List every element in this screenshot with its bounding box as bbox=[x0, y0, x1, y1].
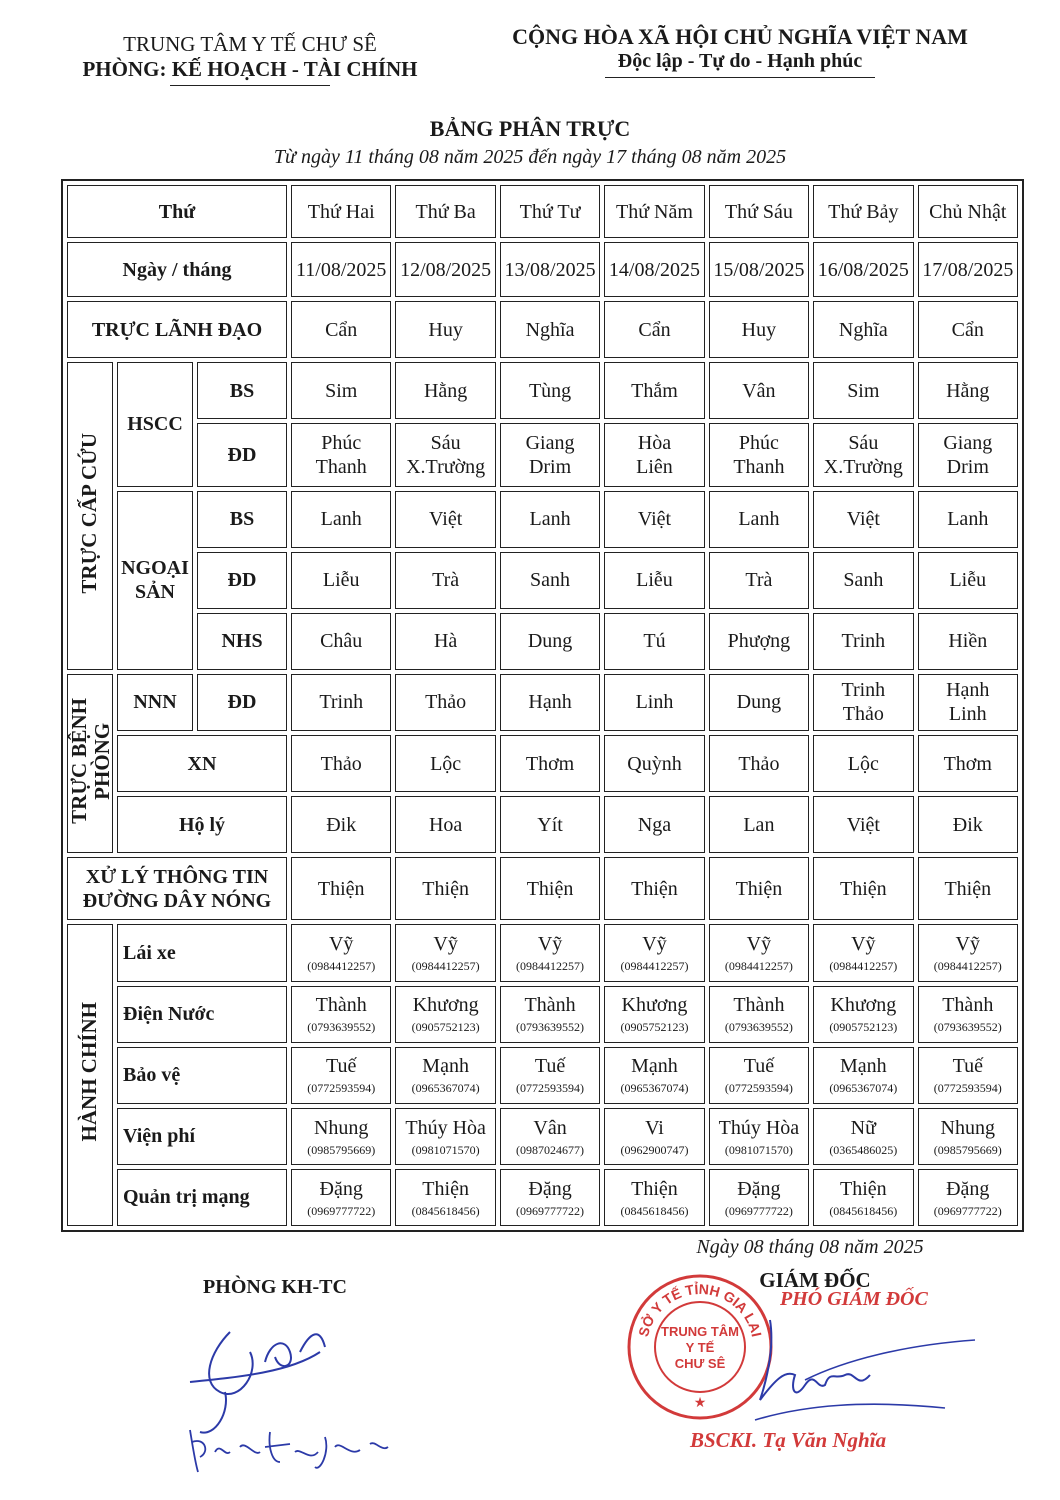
staff-phone: (0984412257) bbox=[307, 959, 376, 974]
staff-phone: (0793639552) bbox=[516, 1020, 585, 1035]
admin-cell bbox=[604, 986, 704, 1043]
admin-cell bbox=[291, 1047, 391, 1104]
ngoai-san-nhs-label: NHS bbox=[197, 613, 287, 670]
admin-cell bbox=[395, 986, 495, 1043]
date-cell: 11/08/2025 bbox=[291, 242, 391, 297]
department-name: PHÒNG: KẾ HOẠCH - TÀI CHÍNH bbox=[82, 57, 418, 81]
department-signature-image bbox=[170, 1312, 400, 1482]
ho-ly-cell: Việt bbox=[813, 796, 913, 853]
date-cell: 16/08/2025 bbox=[813, 242, 913, 297]
day-header: Thứ Bảy bbox=[813, 185, 913, 238]
date-cell: 14/08/2025 bbox=[604, 242, 704, 297]
cell-line: Thảo bbox=[425, 691, 467, 714]
ho-ly-cell: Lan bbox=[709, 796, 809, 853]
table-row bbox=[67, 362, 1018, 419]
emergency-duty-label-text: TRỰC CẤP CỨU bbox=[77, 432, 102, 594]
admin-role-label: Điện Nước bbox=[117, 986, 287, 1043]
admin-cell bbox=[813, 1047, 913, 1104]
admin-cell bbox=[813, 986, 913, 1043]
admin-cell bbox=[813, 1108, 913, 1165]
admin-cell bbox=[395, 1169, 495, 1226]
cell-line: Linh bbox=[635, 691, 674, 714]
table-row bbox=[67, 1108, 1018, 1165]
cell-line: X.Trường bbox=[406, 455, 486, 478]
nnn-dd-cell bbox=[395, 674, 495, 731]
admin-cell bbox=[918, 1169, 1018, 1226]
hotline-cell: Thiện bbox=[918, 857, 1018, 920]
staff-name: Thúy Hòa bbox=[405, 1116, 486, 1139]
cell-line: Dung bbox=[736, 691, 782, 714]
stamp-outer-text: SỞ Y TẾ TỈNH GIA LAI bbox=[635, 1280, 765, 1339]
table-row bbox=[67, 1169, 1018, 1226]
hscc-bs-cell: Vân bbox=[709, 362, 809, 419]
nnn-dd-cell bbox=[500, 674, 600, 731]
ngoai-san-dd-cell: Sanh bbox=[500, 552, 600, 609]
staff-phone: (0985795669) bbox=[933, 1142, 1002, 1157]
staff-name: Vỹ bbox=[746, 933, 772, 956]
admin-cell bbox=[604, 1047, 704, 1104]
cell-line: Hạnh bbox=[528, 691, 572, 714]
cell-line: Drim bbox=[946, 455, 989, 478]
admin-cell bbox=[291, 1108, 391, 1165]
table-row bbox=[67, 613, 1018, 670]
ngoai-san-nhs-cell: Hà bbox=[395, 613, 495, 670]
cell-line: Thanh bbox=[733, 455, 785, 478]
ngoai-san-nhs-cell: Châu bbox=[291, 613, 391, 670]
xn-label: XN bbox=[117, 735, 287, 792]
table-row bbox=[67, 924, 1018, 981]
hotline-cell: Thiện bbox=[813, 857, 913, 920]
department-signature-title: PHÒNG KH-TC bbox=[203, 1276, 347, 1298]
admin-cell bbox=[500, 1169, 600, 1226]
ngoai-san-label-line: SẢN bbox=[134, 581, 175, 604]
staff-name: Mạnh bbox=[839, 1055, 887, 1078]
header-thu-label: Thứ bbox=[67, 185, 287, 238]
ward-duty-label-line: TRỰC BỆNH bbox=[67, 697, 91, 824]
staff-name: Nhung bbox=[313, 1116, 369, 1139]
xn-cell: Thơm bbox=[500, 735, 600, 792]
ward-duty-label bbox=[67, 674, 113, 853]
table-row bbox=[67, 796, 1018, 853]
cell-line: Hòa bbox=[637, 431, 672, 454]
table-row bbox=[67, 552, 1018, 609]
leader-cell: Cẩn bbox=[291, 301, 391, 358]
staff-name: Vỹ bbox=[328, 933, 354, 956]
admin-cell bbox=[395, 1047, 495, 1104]
leader-cell: Nghĩa bbox=[500, 301, 600, 358]
xn-cell: Lộc bbox=[395, 735, 495, 792]
header-date-label: Ngày / tháng bbox=[67, 242, 287, 297]
staff-phone: (0985795669) bbox=[307, 1142, 376, 1157]
admin-cell bbox=[604, 924, 704, 981]
cell-line: Drim bbox=[528, 455, 572, 478]
admin-cell bbox=[709, 1047, 809, 1104]
cell-line: Phúc bbox=[738, 431, 779, 454]
leader-cell: Cẩn bbox=[604, 301, 704, 358]
stamp-inner-line-2: Y TẾ bbox=[685, 1340, 715, 1355]
cell-line: Sáu bbox=[848, 431, 879, 454]
hscc-bs-cell: Hằng bbox=[395, 362, 495, 419]
staff-phone: (0965367074) bbox=[829, 1081, 898, 1096]
staff-name: Tuế bbox=[952, 1055, 983, 1078]
staff-phone: (0981071570) bbox=[724, 1142, 793, 1157]
ho-ly-cell: Yít bbox=[500, 796, 600, 853]
ngoai-san-dd-cell: Liễu bbox=[604, 552, 704, 609]
staff-name: Thành bbox=[942, 994, 994, 1017]
staff-phone: (0965367074) bbox=[620, 1081, 689, 1096]
cell-line: Sáu bbox=[430, 431, 461, 454]
xn-cell: Lộc bbox=[813, 735, 913, 792]
admin-cell bbox=[918, 1108, 1018, 1165]
admin-cell bbox=[709, 986, 809, 1043]
admin-cell bbox=[709, 924, 809, 981]
ho-ly-cell: Đik bbox=[291, 796, 391, 853]
table-row bbox=[67, 1047, 1018, 1104]
table-row bbox=[67, 185, 1018, 238]
staff-name: Thúy Hòa bbox=[718, 1116, 800, 1139]
table-row bbox=[67, 423, 1018, 486]
admin-cell bbox=[918, 924, 1018, 981]
signer-name: BSCKI. Tạ Văn Nghĩa bbox=[690, 1428, 887, 1452]
ngoai-san-nhs-cell: Phượng bbox=[709, 613, 809, 670]
hotline-label-line: ĐƯỜNG DÂY NÓNG bbox=[82, 889, 272, 912]
staff-name: Vỹ bbox=[851, 933, 876, 956]
staff-phone: (0969777722) bbox=[724, 1203, 793, 1218]
cell-line: Liên bbox=[636, 455, 673, 478]
admin-cell bbox=[291, 924, 391, 981]
staff-phone: (0969777722) bbox=[307, 1203, 376, 1218]
staff-name: Mạnh bbox=[631, 1055, 678, 1078]
admin-role-label: Bảo vệ bbox=[117, 1047, 287, 1104]
hscc-bs-cell: Sim bbox=[813, 362, 913, 419]
staff-name: Vi bbox=[645, 1116, 664, 1139]
staff-phone: (0969777722) bbox=[516, 1203, 585, 1218]
admin-duty-label-text: HÀNH CHÍNH bbox=[77, 1002, 102, 1142]
ngoai-san-nhs-cell: Trinh bbox=[813, 613, 913, 670]
staff-phone: (0793639552) bbox=[933, 1020, 1002, 1035]
staff-name: Vỹ bbox=[433, 933, 458, 956]
ngoai-san-bs-cell: Việt bbox=[604, 491, 704, 548]
staff-phone: (0905752123) bbox=[411, 1020, 480, 1035]
nnn-dd-label: ĐD bbox=[197, 674, 287, 731]
staff-name: Thành bbox=[733, 994, 785, 1017]
admin-cell bbox=[604, 1169, 704, 1226]
admin-cell bbox=[395, 924, 495, 981]
staff-phone: (0969777722) bbox=[933, 1203, 1002, 1218]
nation-name: CỘNG HÒA XÃ HỘI CHỦ NGHĨA VIỆT NAM bbox=[512, 24, 968, 49]
date-cell: 15/08/2025 bbox=[709, 242, 809, 297]
admin-cell bbox=[395, 1108, 495, 1165]
admin-cell bbox=[604, 1108, 704, 1165]
hscc-dd-cell bbox=[604, 423, 704, 486]
organization-header bbox=[40, 32, 460, 86]
admin-cell bbox=[813, 1169, 913, 1226]
staff-name: Khương bbox=[830, 994, 897, 1017]
staff-name: Thành bbox=[315, 994, 367, 1017]
xn-cell: Thơm bbox=[918, 735, 1018, 792]
cell-line: Phúc bbox=[321, 431, 362, 454]
staff-name: Thiện bbox=[839, 1177, 887, 1200]
day-header: Thứ Ba bbox=[395, 185, 495, 238]
staff-name: Tuế bbox=[326, 1055, 357, 1078]
staff-phone: (0984412257) bbox=[829, 959, 898, 974]
hotline-cell: Thiện bbox=[395, 857, 495, 920]
leader-cell: Huy bbox=[709, 301, 809, 358]
admin-cell bbox=[918, 986, 1018, 1043]
nnn-label: NNN bbox=[117, 674, 193, 731]
staff-name: Đặng bbox=[737, 1177, 781, 1200]
day-header: Chủ Nhật bbox=[918, 185, 1018, 238]
date-range: Từ ngày 11 tháng 08 năm 2025 đến ngày 17 tháng 08 năm 2025 bbox=[273, 146, 787, 168]
admin-cell bbox=[918, 1047, 1018, 1104]
admin-role-label: Quản trị mạng bbox=[117, 1169, 287, 1226]
hotline-label-line: XỬ LÝ THÔNG TIN bbox=[85, 865, 269, 888]
ngoai-san-dd-cell: Liễu bbox=[918, 552, 1018, 609]
hscc-dd-cell bbox=[395, 423, 495, 486]
cell-line: Thanh bbox=[315, 455, 367, 478]
director-title: GIÁM ĐỐC bbox=[759, 1268, 871, 1292]
hscc-bs-cell: Thắm bbox=[604, 362, 704, 419]
stamp-inner-line-3: CHƯ SÊ bbox=[674, 1356, 726, 1371]
admin-role-label: Viện phí bbox=[117, 1108, 287, 1165]
hotline-cell: Thiện bbox=[291, 857, 391, 920]
ward-duty-label-line: PHÒNG bbox=[90, 722, 115, 800]
day-header: Thứ Năm bbox=[604, 185, 704, 238]
ngoai-san-bs-label: BS bbox=[197, 491, 287, 548]
staff-phone: (0962900747) bbox=[620, 1142, 689, 1157]
cell-line: Linh bbox=[948, 703, 987, 726]
admin-role-label: Lái xe bbox=[117, 924, 287, 981]
day-header: Thứ Hai bbox=[291, 185, 391, 238]
table-row bbox=[67, 242, 1018, 297]
day-header: Thứ Tư bbox=[500, 185, 600, 238]
leader-cell: Cẩn bbox=[918, 301, 1018, 358]
leader-cell: Huy bbox=[395, 301, 495, 358]
staff-name: Nhung bbox=[940, 1116, 995, 1139]
staff-name: Tuế bbox=[743, 1055, 775, 1078]
cell-line: Trinh bbox=[319, 691, 364, 714]
ngoai-san-dd-cell: Trà bbox=[709, 552, 809, 609]
ngoai-san-bs-cell: Lanh bbox=[918, 491, 1018, 548]
staff-name: Đặng bbox=[319, 1177, 363, 1200]
staff-phone: (0772593594) bbox=[307, 1081, 376, 1096]
ngoai-san-label bbox=[117, 491, 193, 670]
admin-cell bbox=[500, 924, 600, 981]
ngoai-san-nhs-cell: Dung bbox=[500, 613, 600, 670]
ngoai-san-dd-cell: Sanh bbox=[813, 552, 913, 609]
staff-phone: (0845618456) bbox=[620, 1203, 689, 1218]
header-underline bbox=[170, 85, 330, 86]
xn-cell: Thảo bbox=[291, 735, 391, 792]
signing-date: Ngày 08 tháng 08 năm 2025 bbox=[696, 1236, 924, 1258]
cell-line: X.Trường bbox=[823, 455, 903, 478]
staff-name: Vân bbox=[533, 1116, 567, 1139]
admin-cell bbox=[500, 986, 600, 1043]
hotline-cell: Thiện bbox=[604, 857, 704, 920]
staff-name: Thiện bbox=[422, 1177, 469, 1200]
table-row bbox=[67, 491, 1018, 548]
ngoai-san-label-line: NGOẠI bbox=[121, 557, 189, 580]
staff-phone: (0772593594) bbox=[516, 1081, 585, 1096]
cell-line: Thảo bbox=[842, 703, 884, 726]
admin-cell bbox=[291, 986, 391, 1043]
xn-cell: Thảo bbox=[709, 735, 809, 792]
staff-name: Thiện bbox=[631, 1177, 678, 1200]
staff-phone: (0984412257) bbox=[411, 959, 480, 974]
date-cell: 12/08/2025 bbox=[395, 242, 495, 297]
ward-duty-label-text bbox=[68, 698, 114, 824]
ngoai-san-bs-cell: Lanh bbox=[709, 491, 809, 548]
staff-phone: (0984412257) bbox=[724, 959, 793, 974]
staff-phone: (0984412257) bbox=[516, 959, 585, 974]
staff-phone: (0965367074) bbox=[411, 1081, 480, 1096]
hscc-bs-cell: Hằng bbox=[918, 362, 1018, 419]
hscc-dd-cell bbox=[709, 423, 809, 486]
ngoai-san-nhs-cell: Tú bbox=[604, 613, 704, 670]
staff-phone: (0793639552) bbox=[724, 1020, 793, 1035]
hscc-dd-cell bbox=[500, 423, 600, 486]
staff-phone: (0365486025) bbox=[829, 1142, 898, 1157]
ngoai-san-bs-cell: Việt bbox=[395, 491, 495, 548]
ngoai-san-dd-cell: Liễu bbox=[291, 552, 391, 609]
deputy-director-title: PHÓ GIÁM ĐỐC bbox=[780, 1288, 928, 1310]
director-signature-image bbox=[745, 1300, 1005, 1440]
table-row bbox=[67, 857, 1018, 920]
ho-ly-cell: Đik bbox=[918, 796, 1018, 853]
staff-phone: (0905752123) bbox=[620, 1020, 689, 1035]
ngoai-san-bs-cell: Lanh bbox=[291, 491, 391, 548]
xn-cell: Quỳnh bbox=[604, 735, 704, 792]
cell-line: Hạnh bbox=[946, 679, 990, 702]
ngoai-san-bs-cell: Lanh bbox=[500, 491, 600, 548]
admin-cell bbox=[709, 1169, 809, 1226]
duty-schedule-table bbox=[61, 179, 1024, 1232]
table-row bbox=[67, 735, 1018, 792]
hscc-dd-cell bbox=[918, 423, 1018, 486]
hscc-dd-label: ĐD bbox=[197, 423, 287, 486]
staff-name: Nữ bbox=[850, 1116, 876, 1139]
staff-name: Tuế bbox=[534, 1055, 566, 1078]
stamp-inner-line-1: TRUNG TÂM bbox=[661, 1324, 739, 1339]
cell-line: Giang bbox=[943, 431, 993, 454]
staff-name: Đặng bbox=[528, 1177, 572, 1200]
org-name: TRUNG TÂM Y TẾ CHƯ SÊ bbox=[123, 32, 377, 56]
hscc-label: HSCC bbox=[117, 362, 193, 486]
hscc-bs-cell: Tùng bbox=[500, 362, 600, 419]
ngoai-san-bs-cell: Việt bbox=[813, 491, 913, 548]
nnn-dd-cell bbox=[291, 674, 391, 731]
table-row bbox=[67, 301, 1018, 358]
staff-name: Thành bbox=[524, 994, 576, 1017]
nnn-dd-cell bbox=[813, 674, 913, 731]
staff-phone: (0845618456) bbox=[829, 1203, 898, 1218]
hotline-label bbox=[67, 857, 287, 920]
cell-line: Giang bbox=[525, 431, 575, 454]
staff-phone: (0905752123) bbox=[829, 1020, 898, 1035]
admin-cell bbox=[291, 1169, 391, 1226]
staff-phone: (0984412257) bbox=[933, 959, 1002, 974]
table-row bbox=[67, 986, 1018, 1043]
date-cell: 13/08/2025 bbox=[500, 242, 600, 297]
admin-cell bbox=[813, 924, 913, 981]
staff-phone: (0793639552) bbox=[307, 1020, 376, 1035]
ngoai-san-dd-cell: Trà bbox=[395, 552, 495, 609]
day-header: Thứ Sáu bbox=[709, 185, 809, 238]
nnn-dd-cell bbox=[918, 674, 1018, 731]
admin-cell bbox=[500, 1108, 600, 1165]
admin-duty-label bbox=[67, 924, 113, 1226]
staff-phone: (0772593594) bbox=[724, 1081, 793, 1096]
hscc-dd-cell bbox=[291, 423, 391, 486]
hotline-cell: Thiện bbox=[709, 857, 809, 920]
staff-phone: (0981071570) bbox=[411, 1142, 480, 1157]
staff-name: Vỹ bbox=[955, 933, 980, 956]
date-cell: 17/08/2025 bbox=[918, 242, 1018, 297]
table-row bbox=[67, 674, 1018, 731]
hscc-bs-label: BS bbox=[197, 362, 287, 419]
emergency-duty-label bbox=[67, 362, 113, 670]
leader-cell: Nghĩa bbox=[813, 301, 913, 358]
ngoai-san-nhs-cell: Hiền bbox=[918, 613, 1018, 670]
admin-cell bbox=[500, 1047, 600, 1104]
national-motto: Độc lập - Tự do - Hạnh phúc bbox=[617, 50, 863, 72]
staff-name: Khương bbox=[621, 994, 688, 1017]
leader-duty-label: TRỰC LÃNH ĐẠO bbox=[67, 301, 287, 358]
hscc-dd-cell bbox=[813, 423, 913, 486]
staff-phone: (0984412257) bbox=[620, 959, 689, 974]
nnn-dd-cell bbox=[709, 674, 809, 731]
staff-phone: (0772593594) bbox=[933, 1081, 1002, 1096]
document-title: BẢNG PHÂN TRỰC bbox=[429, 116, 631, 141]
national-header bbox=[470, 24, 1010, 78]
ho-ly-cell: Hoa bbox=[395, 796, 495, 853]
hotline-cell: Thiện bbox=[500, 857, 600, 920]
staff-name: Vỹ bbox=[642, 933, 667, 956]
stamp-star-icon: ★ bbox=[693, 1396, 707, 1411]
admin-cell bbox=[709, 1108, 809, 1165]
staff-name: Khương bbox=[412, 994, 479, 1017]
cell-line: Trinh bbox=[841, 679, 886, 702]
staff-name: Vỹ bbox=[537, 933, 563, 956]
nnn-dd-cell bbox=[604, 674, 704, 731]
staff-name: Mạnh bbox=[422, 1055, 469, 1078]
ho-ly-cell: Nga bbox=[604, 796, 704, 853]
motto-underline bbox=[605, 77, 875, 78]
staff-phone: (0845618456) bbox=[411, 1203, 480, 1218]
ngoai-san-dd-label: ĐD bbox=[197, 552, 287, 609]
hscc-bs-cell: Sim bbox=[291, 362, 391, 419]
staff-phone: (0987024677) bbox=[516, 1142, 585, 1157]
ho-ly-label: Hộ lý bbox=[117, 796, 287, 853]
staff-name: Đặng bbox=[946, 1177, 990, 1200]
